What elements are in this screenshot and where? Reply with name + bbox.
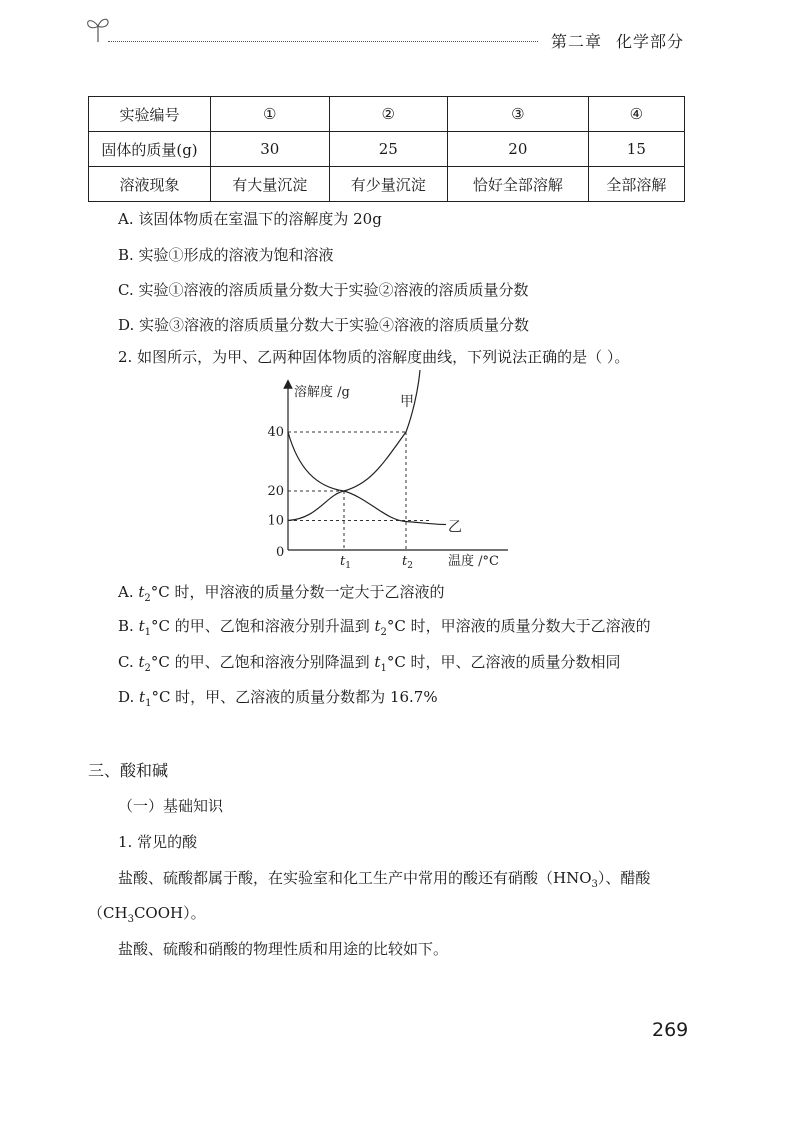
running-header — [551, 29, 684, 52]
x-tick-label: $t_2$ — [402, 554, 413, 571]
option-letter: A. — [118, 583, 139, 601]
subscript: 2 — [144, 663, 151, 674]
paragraph: 盐酸、硫酸和硝酸的物理性质和用途的比较如下。 — [118, 940, 449, 958]
table-header-row — [89, 97, 685, 132]
option-text: °C 时，甲溶液的质量分数大于乙溶液的 — [386, 617, 651, 635]
table-cell: 25 — [329, 132, 448, 167]
q1-option-c: C. 实验①溶液的溶质质量分数大于实验②溶液的溶质质量分数 — [118, 281, 529, 299]
q2-stem: 2. 如图所示，为甲、乙两种固体物质的溶解度曲线，下列说法正确的是（ ）。 — [118, 348, 630, 366]
table-cell: 溶液现象 — [89, 167, 211, 202]
temp-symbol: t — [138, 583, 145, 601]
paragraph-text: ）、醋酸 — [597, 869, 651, 887]
option-text: °C 时，甲、乙溶液的质量分数相同 — [386, 653, 621, 671]
table-cell: 有少量沉淀 — [329, 167, 448, 202]
temp-symbol: t — [374, 653, 381, 671]
y-tick-label: 20 — [267, 484, 284, 499]
subscript: 3 — [127, 914, 134, 925]
option-text: °C 时，甲溶液的质量分数一定大于乙溶液的 — [150, 583, 445, 601]
subscript: 1 — [145, 698, 152, 709]
y-tick-label: 10 — [267, 513, 284, 529]
temp-symbol: t — [139, 688, 146, 706]
option-text: °C 的甲、乙饱和溶液分别降温到 — [150, 653, 375, 671]
origin-label: 0 — [276, 545, 285, 560]
table-cell: ① — [211, 97, 330, 132]
temp-symbol: t — [138, 617, 145, 635]
item-heading: 1. 常见的酸 — [118, 833, 198, 851]
table-cell: ③ — [448, 97, 589, 132]
option-letter: B. — [118, 617, 139, 635]
table-cell: ④ — [588, 97, 684, 132]
page-number: 269 — [652, 1019, 689, 1041]
paragraph — [88, 902, 206, 925]
y-tick-label: 40 — [267, 425, 284, 440]
temp-symbol: t — [374, 617, 381, 635]
q2-option-b — [118, 615, 651, 638]
table-cell: 15 — [588, 132, 684, 167]
x-axis-label: 温度 /°C — [448, 554, 499, 569]
option-letter: C. — [118, 653, 139, 671]
q1-option-b: B. 实验①形成的溶液为饱和溶液 — [118, 246, 334, 264]
x-tick-label: $t_1$ — [340, 554, 351, 571]
table-cell: 全部溶解 — [588, 167, 684, 202]
paragraph-text: COOH）。 — [133, 904, 206, 922]
table-cell: 恰好全部溶解 — [448, 167, 589, 202]
table-row — [89, 167, 685, 202]
header-divider — [108, 41, 538, 42]
subscript: 2 — [380, 627, 387, 638]
series-jia-label: 甲 — [400, 394, 414, 410]
paragraph-text: （CH — [88, 904, 128, 922]
series-yi-label: 乙 — [448, 519, 462, 536]
temp-symbol: t — [138, 653, 145, 671]
experiment-table — [88, 96, 685, 202]
table-cell: 实验编号 — [89, 97, 211, 132]
table-cell: 固体的质量(g) — [89, 132, 211, 167]
paragraph-text: 盐酸、硫酸都属于酸，在实验室和化工生产中常用的酸还有硝酸（HNO — [118, 869, 592, 887]
chapter-label: 第二章 — [551, 32, 603, 51]
table-row — [89, 132, 685, 167]
table-cell: 20 — [448, 132, 589, 167]
option-text: °C 时，甲、乙溶液的质量分数都为 16.7% — [151, 688, 438, 706]
subscript: 1 — [144, 627, 151, 638]
part-label: 化学部分 — [616, 32, 685, 51]
table-cell: 有大量沉淀 — [211, 167, 330, 202]
q1-option-d: D. 实验③溶液的溶质质量分数大于实验④溶液的溶质质量分数 — [118, 316, 530, 334]
section-title: 三、酸和碱 — [88, 761, 169, 780]
table-cell: ② — [329, 97, 448, 132]
table-cell: 30 — [211, 132, 330, 167]
y-axis-label: 溶解度 /g — [294, 385, 350, 400]
q1-option-a: A. 该固体物质在室温下的溶解度为 20g — [118, 210, 382, 228]
q2-option-d — [118, 686, 438, 709]
option-letter: D. — [118, 688, 140, 706]
paragraph — [118, 867, 650, 890]
q2-option-c — [118, 651, 621, 674]
subscript: 2 — [144, 593, 151, 604]
series-yi-curve — [288, 432, 446, 525]
subscript: 3 — [591, 879, 598, 890]
q2-option-a — [118, 581, 445, 604]
solubility-chart — [267, 378, 520, 573]
sprout-icon — [84, 14, 112, 48]
option-text: °C 的甲、乙饱和溶液分别升温到 — [150, 617, 375, 635]
subsection-title: （一）基础知识 — [118, 797, 224, 815]
subscript: 1 — [380, 663, 387, 674]
